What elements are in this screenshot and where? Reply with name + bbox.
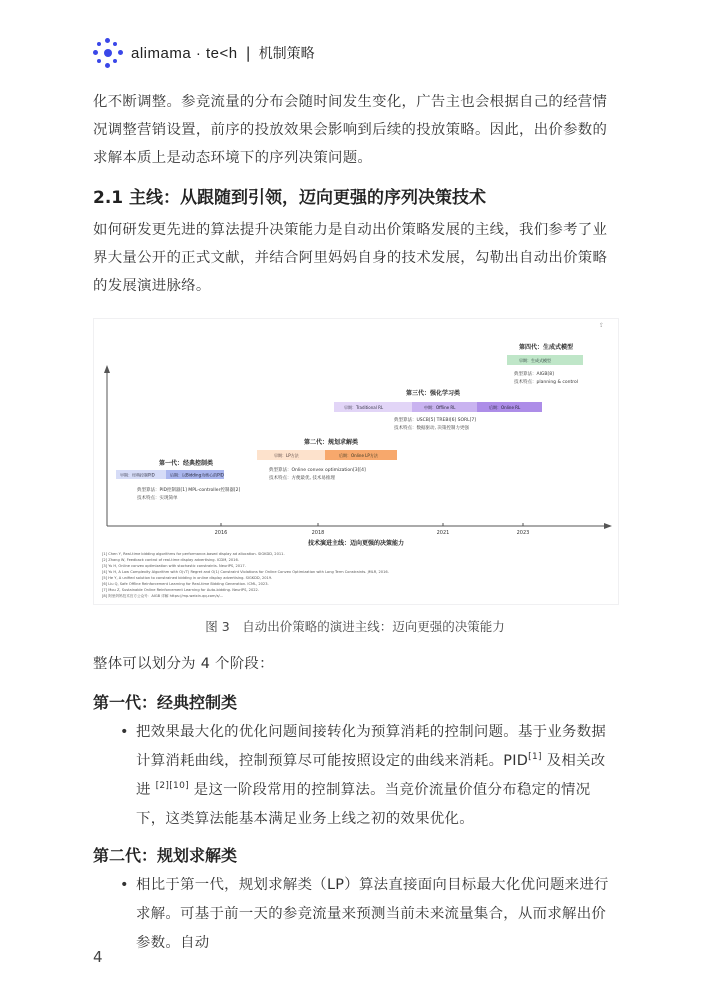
section-title: 2.1 主线：从跟随到引领，迈向更强的序列决策技术 — [93, 188, 487, 208]
alimama-logo-icon — [93, 38, 123, 68]
gen1-heading: 第一代：经典控制类 — [93, 693, 238, 712]
citation-1: [1] — [528, 752, 542, 763]
gen2-feature: 技术特点：方便最优, 技术易推理 — [269, 476, 335, 481]
brand-name: alimama · te<h — [131, 44, 238, 62]
gen2-figure-title: 第二代：规划求解类 — [304, 439, 359, 446]
axis-label: 技术演进主线：迈向更强的决策能力 — [307, 540, 405, 547]
bullet-dot-icon: • — [120, 724, 129, 740]
evolution-chart — [94, 319, 618, 604]
gen4-feature: 技术特点：planning & control — [514, 380, 578, 385]
section-paragraph: 如何研发更先进的算法提升决策能力是自动出价策略发展的主线，我们参考了业界大量公开的正式文献，并结合阿里妈妈自身的技术发展，勾勒出自动出价策略的发展演进脉络。 — [93, 222, 608, 294]
citation-2-10: [2][10] — [155, 781, 189, 792]
gen3-bar-mid-label: 中期：Offline RL — [424, 405, 456, 410]
corner-mark-icon: ⇪ — [599, 322, 605, 329]
x-axis-arrow-icon — [604, 523, 612, 529]
tick-2023: 2023 — [516, 530, 530, 536]
gen1-bar-late-label: 后期：以Bidding为核心的PID — [170, 472, 224, 478]
ref-2: [2] Zhang W, Feedback control of real-time display advertising. ICDM, 2016. — [102, 558, 239, 562]
gen3-algo: 典型算法：USCB[5] TREBI[6] SORL[7] — [394, 418, 477, 423]
gen1-figure-title: 第一代：经典控制类 — [159, 460, 214, 467]
ref-7: [7] Mou Z, Sustainable Online Reinforcement Learning for Auto-bidding. NeurIPS, 2022. — [102, 588, 259, 592]
gen3-figure-title: 第三代：强化学习类 — [406, 390, 461, 397]
evolution-figure — [93, 318, 619, 605]
ref-3: [3] Yu H, Online convex optimization with stochastic constraints. NeurIPS, 2017. — [102, 564, 246, 568]
stage-intro: 整体可以划分为 4 个阶段： — [93, 656, 274, 672]
ref-6: [6] Liu Q, Safe Offline Reinforcement Learning for Real-time Bidding Generation. ICML, 2023. — [102, 582, 269, 586]
tick-2021: 2021 — [436, 530, 450, 536]
header-separator: | — [245, 44, 251, 62]
gen1-feature: 技术特点：实现简单 — [137, 496, 178, 501]
tick-2016: 2016 — [214, 530, 228, 536]
y-axis-arrow-icon — [104, 365, 110, 373]
gen3-bar-early-label: 早期：Traditional RL — [344, 405, 384, 410]
ref-8: [8] 阿里妈妈技术官方公众号：AIGB 详解 https://mp.weixin.qq.com/s/... — [102, 594, 224, 598]
header-section: 机制策略 — [258, 46, 315, 62]
gen1-bar-early-label: 早期：经典控制PID — [120, 472, 155, 478]
page-number: 4 — [93, 948, 103, 966]
gen2-bar-late-label: 后期：Online LP方法 — [339, 453, 378, 458]
gen2-algo: 典型算法：Online convex optimization[3][4] — [269, 468, 366, 473]
gen3-bar-late-label: 后期：Online RL — [489, 405, 521, 410]
gen4-bar-label: 早期：生成式模型 — [519, 358, 551, 363]
tick-2018: 2018 — [311, 530, 325, 536]
intro-paragraph: 化不断调整。参竞流量的分布会随时间发生变化，广告主也会根据自己的经营情况调整营销设置，前序的投放效果会影响到后续的投放策略。因此，出价参数的求解本质上是动态环境下的序列决策问题。 — [93, 94, 608, 166]
gen2-bullet: • 相比于第一代，规划求解类（LP）算法直接面向目标最大化优问题来进行求解。可基于前一天的参竞流量来预测当前未来流量集合，从而求解出价参数。自动 — [120, 871, 618, 958]
ref-4: [4] Yu H, A Low Complexity Algorithm with O(√T) Regret and O(1) Constraint Violations for Online Convex Optimization with Long Term Constraints. JMLR, 2016. — [102, 570, 389, 574]
ref-5: [5] He Y, A unified solution to constrained bidding in online display advertising. SIGKDD, 2019. — [102, 576, 273, 580]
gen1-algo: 典型算法：PID控制器[1] MPL-controller控制器[2] — [137, 488, 241, 493]
gen4-figure-title: 第四代：生成式模型 — [519, 344, 574, 351]
gen2-heading: 第二代：规划求解类 — [93, 846, 238, 865]
gen1-bullet: • 把效果最大化的优化问题间接转化为预算消耗的控制问题。基于业务数据计算消耗曲线，控制预算尽可能按照设定的曲线来消耗。PID[1] 及相关改进 [2][10] 是这一阶段常用的控制算法。当竞价流量价值分布稳定的情况下，这类算法能基本满足业务上线之初的效果优化。 — [120, 718, 618, 834]
gen3-feature: 技术特点：数据驱动, 决策控制力更强 — [394, 426, 469, 431]
ref-1: [1] Chen Y, Real-time bidding algorithms for performance-based display ad allocation. SIGKDD, 2011. — [102, 552, 285, 556]
figure-caption: 图 3 自动出价策略的演进主线：迈向更强的决策能力 — [205, 619, 505, 634]
figure-references — [102, 552, 389, 598]
bullet-dot-icon: • — [120, 877, 129, 893]
page-header — [93, 38, 315, 68]
gen4-algo: 典型算法：AIGB[8] — [514, 372, 554, 377]
gen2-bar-early-label: 早期：LP方法 — [274, 453, 299, 458]
